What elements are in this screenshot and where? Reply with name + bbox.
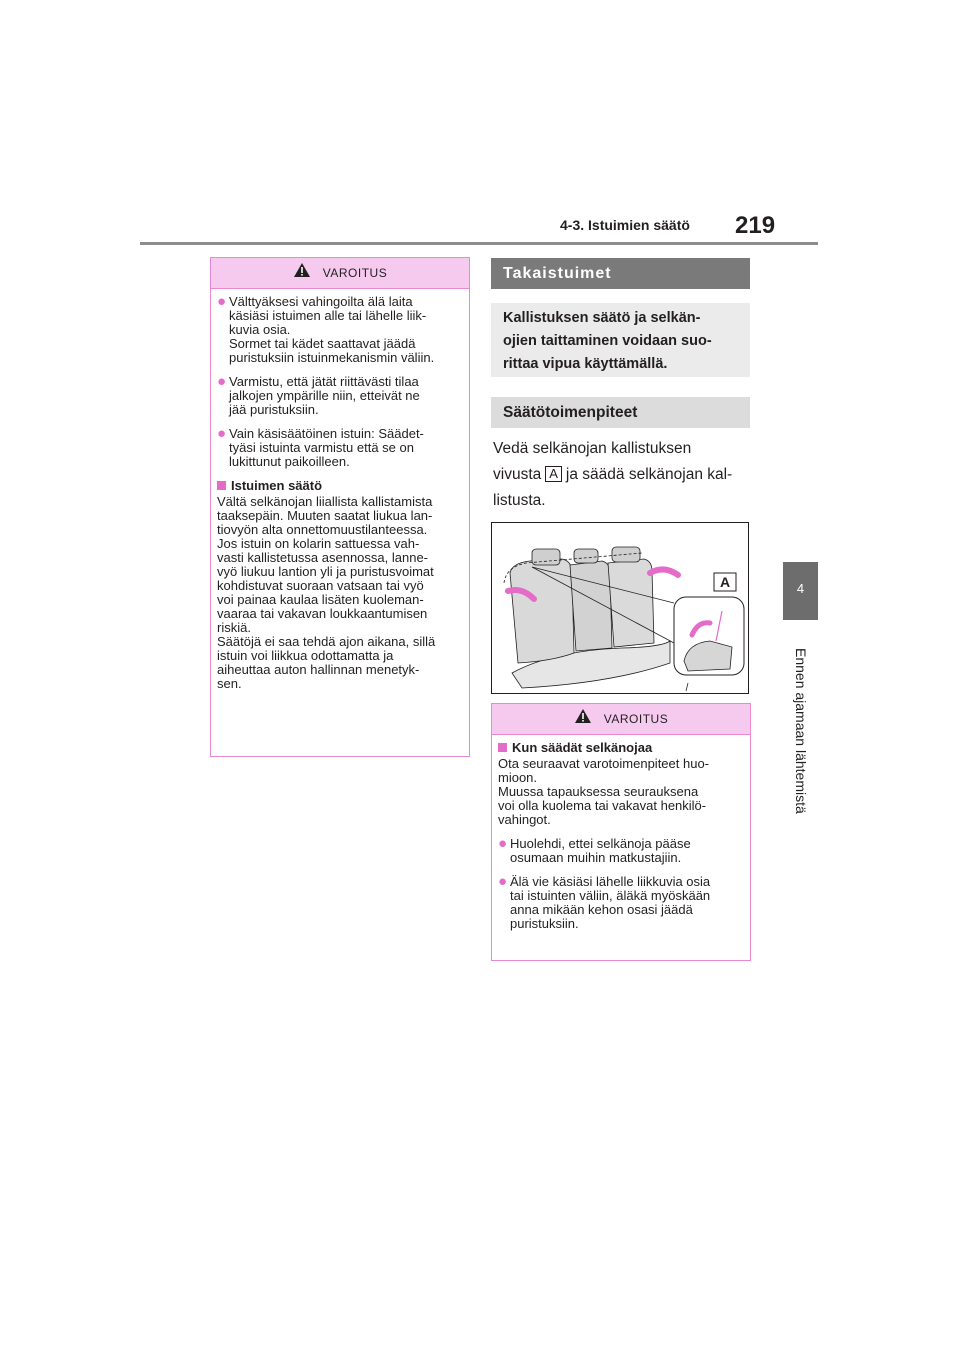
warning-box-right [491,703,751,961]
warning-header [211,258,469,289]
bullet-dot-icon: ● [498,835,508,852]
header-rule [140,242,818,245]
lever-key-label: A [545,466,562,482]
warning-header [492,704,750,735]
warning-box-left [210,257,470,757]
rear-seat-illustration [491,522,749,694]
bullet-dot-icon: ● [498,873,508,890]
bullet-dot-icon: ● [217,425,227,442]
chapter-number: 4 [796,581,805,596]
warning-bullet: ● Huolehdi, ettei selkänoja pääse osumaan muihin matkustajiin. [498,835,691,865]
page-number: 219 [735,212,776,239]
square-bullet-icon [217,481,226,490]
warning-title: VAROITUS [322,266,388,280]
warning-bullet: ● Vain käsisäätöinen istuin: Säädet- tyäsi istuinta varmistu että se on lukittunut paikoilleen. [217,425,424,469]
warning-triangle-icon [574,705,592,735]
running-header-section: 4-3. Istuimien säätö [560,217,690,233]
warning-bullet: ● Välttyäksesi vahingoilta älä laita käsiäsi istuimen alle tai lähelle liik- kuvia osia. Sormet tai kädet saattavat jäädä puristuksiin istuinmekanismin väliin. [217,293,435,365]
intro-box: Kallistuksen säätö ja selkän- ojien taittaminen voidaan suo- rittaa vipua käyttämällä. [491,303,750,377]
warning-paragraph: Ota seuraavat varotoimenpiteet huo- mioon. Muussa tapauksessa seurauksena voi olla kuolema tai vakavat henkilö- vahingot. [498,756,710,827]
bullet-dot-icon: ● [217,293,227,310]
warning-subheading: Kun säädät selkänojaa [498,741,744,755]
warning-triangle-icon [293,259,311,289]
square-bullet-icon [498,743,507,752]
illustration-label-a: A [719,574,731,590]
warning-bullet: ● Varmistu, että jätät riittävästi tilaa jalkojen ympärille niin, etteivät ne jää puristuksiin. [217,373,420,417]
seat-diagram-icon [492,523,748,693]
subsection-title-bar: Säätötoimenpiteet [491,397,750,428]
bullet-dot-icon: ● [217,373,227,390]
chapter-title: Ennen ajamaan lähtemistä [793,648,809,814]
warning-paragraph: Vältä selkänojan liiallista kallistamista taaksepäin. Muuten saatat liukua lan- tiovyön alta onnettomuustilanteessa. Jos istuin on kolarin sattuessa vah- vasti kallistetussa asennossa, lanne- vyö liukuu lantion yli ja puristusvoimat kohdistuvat suoraan vatsaan tai vyö voi painaa kaulaa lisäten kuoleman- vaaraa tai vakavan loukkaantumisen riskiä. Säätöjä ei saa tehdä ajon aikana, sillä istuin voi liikkua odottamatta ja aiheuttaa auton hallinnan menetyk- sen. [217,494,436,691]
warning-bullet: ● Älä vie käsiäsi lähelle liikkuvia osia tai istuinten väliin, äläkä myöskään anna mikään kehon osasi jäädä puristuksiin. [498,873,711,931]
section-title-bar: Takaistuimet [491,258,750,289]
warning-title: VAROITUS [603,712,669,726]
warning-subheading: Istuimen säätö [217,479,463,493]
instruction-text: Vedä selkänojan kallistuksen vivusta A ja säädä selkänojan kal- listusta. [493,440,733,509]
